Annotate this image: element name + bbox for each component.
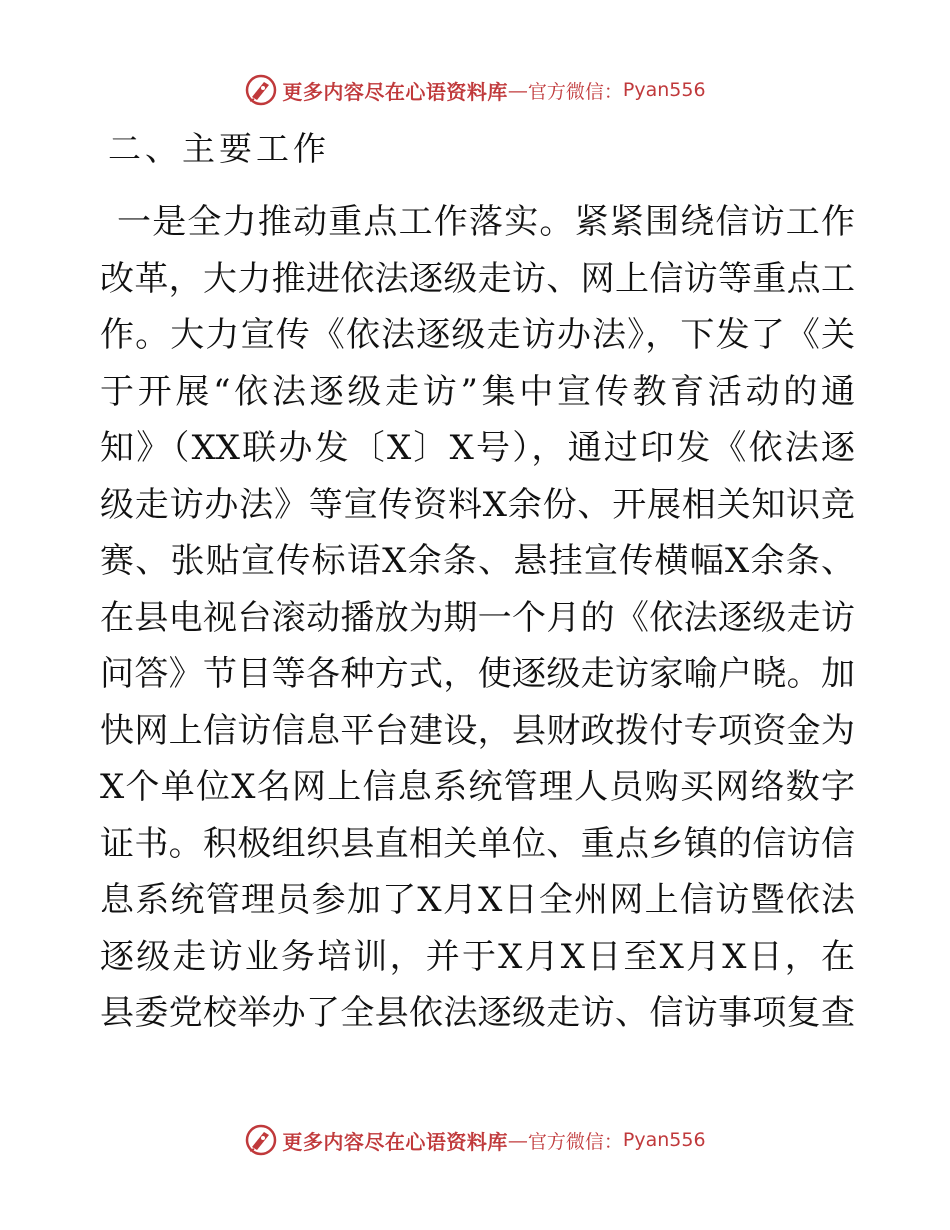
watermark-banner-bottom: [0, 1120, 950, 1160]
paragraph-line: 在县电视台滚动播放为期一个月的《依法逐级走访: [100, 597, 855, 638]
paragraph-line: 改革，大力推进依法逐级走访、网上信访等重点工: [100, 258, 855, 299]
paragraph-line: 证书。积极组织县直相关单位、重点乡镇的信访信: [100, 823, 855, 864]
paragraph-line: 于开展“依法逐级走访”集中宣传教育活动的通: [100, 371, 855, 412]
paragraph-line: 知》（XX联办发〔X〕X号），通过印发《依法逐: [100, 428, 855, 468]
pen-nib-logo-icon: [244, 1123, 278, 1157]
watermark-contact-id: Pyan556: [622, 1129, 706, 1151]
paragraph-line: 逐级走访业务培训，并于X月X日至X月X日，在: [100, 936, 855, 977]
watermark-banner-top: [0, 70, 950, 110]
watermark-separator: —: [507, 1128, 528, 1152]
pen-nib-logo-icon: [244, 73, 278, 107]
section-heading: 二、主要工作: [108, 129, 330, 168]
paragraph-line: 县委党校举办了全县依法逐级走访、信访事项复查: [100, 993, 855, 1033]
watermark-slogan: 更多内容尽在心语资料库: [282, 79, 508, 104]
paragraph-line: 赛、张贴宣传标语X余条、悬挂宣传横幅X余条、: [100, 541, 855, 581]
paragraph-line: 息系统管理员参加了X月X日全州网上信访暨依法: [100, 880, 855, 920]
watermark-contact-id: Pyan556: [622, 79, 706, 101]
body-paragraph: [100, 194, 855, 1042]
paragraph-line: 一是全力推动重点工作落实。紧紧围绕信访工作: [117, 202, 855, 242]
watermark-slogan: 更多内容尽在心语资料库: [282, 1129, 508, 1154]
paragraph-line: 级走访办法》等宣传资料X余份、开展相关知识竞: [100, 484, 855, 525]
paragraph-line: 问答》节目等各种方式，使逐级走访家喻户晓。加: [100, 654, 855, 694]
paragraph-line: 快网上信访信息平台建设，县财政拨付专项资金为: [100, 710, 855, 751]
watermark-contact-label: 官方微信：: [527, 1130, 623, 1153]
paragraph-line: 作。大力宣传《依法逐级走访办法》，下发了《关: [100, 315, 855, 355]
paragraph-line: X个单位X名网上信息系统管理人员购买网络数字: [100, 767, 855, 807]
watermark-separator: —: [507, 78, 528, 102]
watermark-contact-label: 官方微信：: [527, 80, 623, 103]
